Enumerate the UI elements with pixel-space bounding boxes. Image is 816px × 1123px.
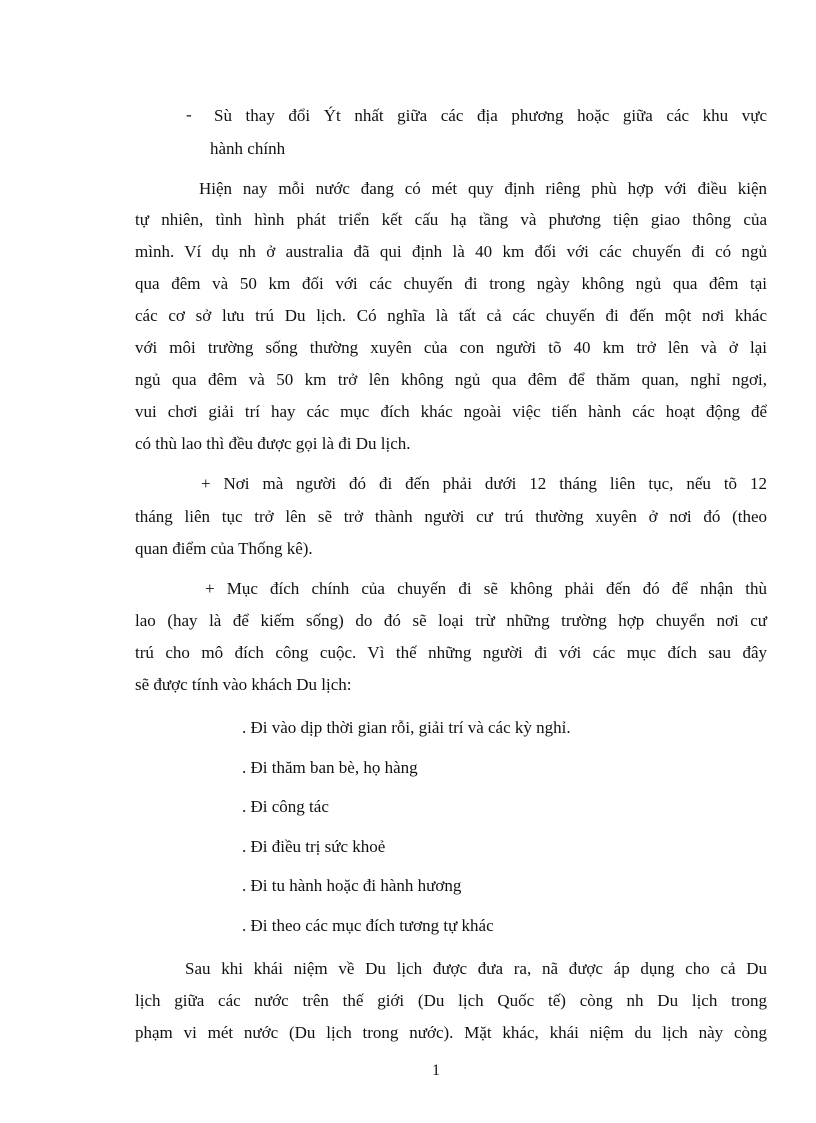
list-item-4: . Đi điều trị sức khoẻ (242, 837, 386, 856)
paragraph-1-line-6: với môi trường sống thường xuyên của con người tõ 40 km trở lên và ở lại (135, 338, 767, 357)
paragraph-1-line-3: mình. Ví dụ nh ở australia đã qui định là 40 km đối với các chuyến đi có ngủ (135, 242, 767, 261)
bullet-text-line-1: Sù thay đổi Ýt nhất giữa các địa phương hoặc giữa các khu vực (214, 106, 767, 125)
paragraph-4-line-1: Sau khi khái niệm về Du lịch được đưa ra, nã được áp dụng cho cả Du (185, 959, 767, 978)
paragraph-2-line-1: + Nơi mà người đó đi đến phải dưới 12 tháng liên tục, nếu tõ 12 (201, 474, 767, 493)
bullet-dash: - (186, 105, 192, 124)
paragraph-4-line-2: lịch giữa các nước trên thế giới (Du lịch Quốc tế) còng nh Du lịch trong (135, 991, 767, 1010)
paragraph-1-line-1: Hiện nay mỗi nước đang có mét quy định riêng phù hợp với điều kiện (199, 179, 767, 198)
paragraph-1-line-5: các cơ sở lưu trú Du lịch. Có nghĩa là tất cả các chuyến đi đến một nơi khác (135, 306, 767, 325)
paragraph-3-line-4: sẽ được tính vào khách Du lịch: (135, 675, 352, 694)
paragraph-3-line-2: lao (hay là để kiếm sống) do đó sẽ loại trừ những trường hợp chuyển nơi cư (135, 611, 767, 630)
paragraph-2-line-2: tháng liên tục trở lên sẽ trở thành người cư trú thường xuyên ở nơi đó (theo (135, 507, 767, 526)
paragraph-1-line-8: vui chơi giải trí hay các mục đích khác ngoài việc tiến hành các hoạt động để (135, 402, 767, 421)
paragraph-1-line-2: tự nhiên, tình hình phát triển kết cấu hạ tầng và phương tiện giao thông của (135, 210, 767, 229)
page-number: 1 (432, 1062, 440, 1079)
list-item-5: . Đi tu hành hoặc đi hành hương (242, 876, 462, 895)
paragraph-1-line-7: ngủ qua đêm và 50 km trở lên không ngủ qua đêm để thăm quan, nghỉ ngơi, (135, 370, 767, 389)
list-item-3: . Đi công tác (242, 797, 329, 816)
paragraph-1-line-9: có thù lao thì đều được gọi là đi Du lịch. (135, 434, 411, 453)
paragraph-3-line-1: + Mục đích chính của chuyến đi sẽ không phải đến đó để nhận thù (205, 579, 767, 598)
list-item-2: . Đi thăm ban bè, họ hàng (242, 758, 418, 777)
paragraph-3-line-3: trú cho mô đích công cuộc. Vì thế những người đi với các mục đích sau đây (135, 643, 767, 662)
paragraph-2-line-3: quan điểm của Thống kê). (135, 539, 313, 558)
list-item-6: . Đi theo các mục đích tương tự khác (242, 916, 494, 935)
bullet-text-line-2: hành chính (210, 139, 286, 158)
paragraph-1-line-4: qua đêm và 50 km đối với các chuyến đi trong ngày không ngủ qua đêm tại (135, 274, 767, 293)
list-item-1: . Đi vào dịp thời gian rỗi, giải trí và các kỳ nghỉ. (242, 718, 571, 737)
paragraph-4-line-3: phạm vi mét nước (Du lịch trong nước). Mặt khác, khái niệm du lịch này còng (135, 1023, 767, 1042)
